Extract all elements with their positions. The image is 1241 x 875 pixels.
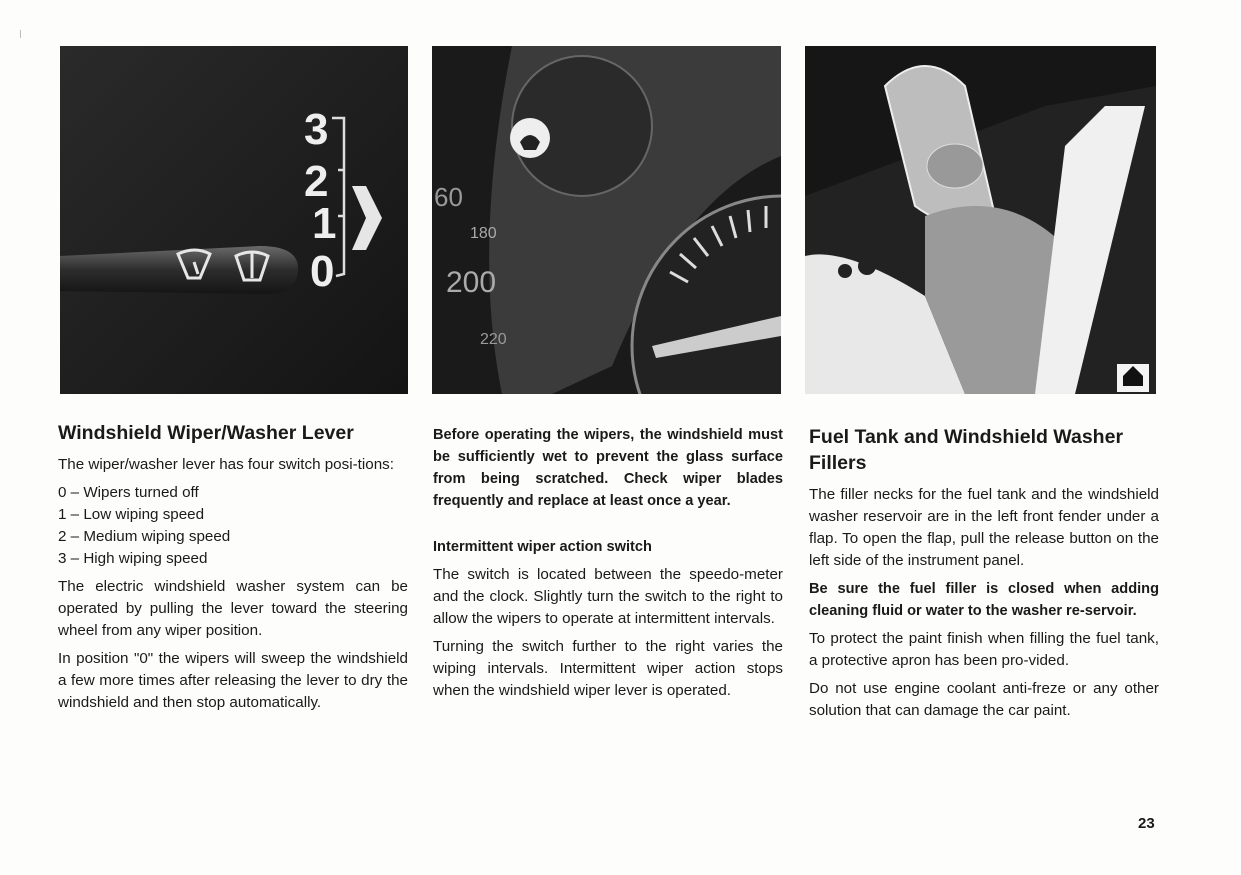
- position-zero-paragraph: In position "0" the wipers will sweep the windshield a few more times after releasing the lever to dry the windshield and then stop automatically.: [58, 650, 408, 711]
- wiper-lever-photo: [60, 46, 408, 394]
- speed-label-3: 3: [304, 105, 329, 154]
- position-item-0: 0 – Wipers turned off: [58, 484, 199, 501]
- wiper-lever-section: [58, 420, 408, 720]
- gauge-label-60: 60: [434, 182, 463, 212]
- fuel-filler-heading: Fuel Tank and Windshield Washer Fillers: [809, 426, 1124, 474]
- wiper-lever-heading: Windshield Wiper/Washer Lever: [58, 422, 354, 444]
- speed-label-0: 0: [310, 247, 335, 296]
- switch-positions-list: [58, 482, 408, 570]
- speed-label-2: 2: [304, 157, 329, 206]
- gauge-label-180: 180: [470, 225, 497, 242]
- page-number: 23: [1138, 815, 1155, 832]
- fuel-filler-photo: [805, 46, 1156, 394]
- filler-warning: Be sure the fuel filler is closed when adding cleaning fluid or water to the washer re-servoir.: [809, 581, 1159, 619]
- intermittent-switch-photo: [432, 46, 781, 394]
- dashboard-illustration: [432, 46, 781, 394]
- wiper-switch-icon: [510, 118, 550, 158]
- wiper-warning: Before operating the wipers, the windshield must be sufficiently wet to prevent the glass surface from being scratched. Check wiper blades frequently and replace at least once a year.: [433, 427, 783, 509]
- intermittent-section: [433, 424, 783, 708]
- interval-paragraph: Turning the switch further to the right varies the wiping intervals. Intermittent wiper action stops when the windshield wiper lever is operated.: [433, 638, 783, 699]
- filler-location-paragraph: The filler necks for the fuel tank and the windshield washer reservoir are in the left front fender under a flap. To open the flap, pull the release button on the left side of the instrument panel.: [809, 486, 1159, 569]
- speed-label-1: 1: [312, 199, 337, 248]
- antifreeze-paragraph: Do not use engine coolant anti-freze or any other solution that can damage the car paint.: [809, 680, 1159, 719]
- apron-paragraph: To protect the paint finish when filling the fuel tank, a protective apron has been pro-vided.: [809, 630, 1159, 669]
- position-item-2: 2 – Medium wiping speed: [58, 528, 231, 545]
- gauge-label-220: 220: [480, 331, 507, 348]
- gauge-label-200: 200: [446, 266, 497, 299]
- position-item-3: 3 – High wiping speed: [58, 550, 208, 567]
- fuel-filler-section: [809, 424, 1159, 728]
- washer-paragraph: The electric windshield washer system can be operated by pulling the lever toward the steering wheel from any wiper position.: [58, 578, 408, 639]
- wiper-lever-intro: The wiper/washer lever has four switch posi-tions:: [58, 456, 394, 473]
- wiper-lever-illustration: [60, 46, 408, 394]
- intermittent-subheading: Intermittent wiper action switch: [433, 539, 652, 555]
- position-item-1: 1 – Low wiping speed: [58, 506, 205, 523]
- margin-mark: [20, 30, 21, 38]
- switch-location-paragraph: The switch is located between the speedo-meter and the clock. Slightly turn the switch to the right to allow the wipers to operate at intermittent intervals.: [433, 566, 783, 627]
- filler-flap-illustration: [805, 46, 1156, 394]
